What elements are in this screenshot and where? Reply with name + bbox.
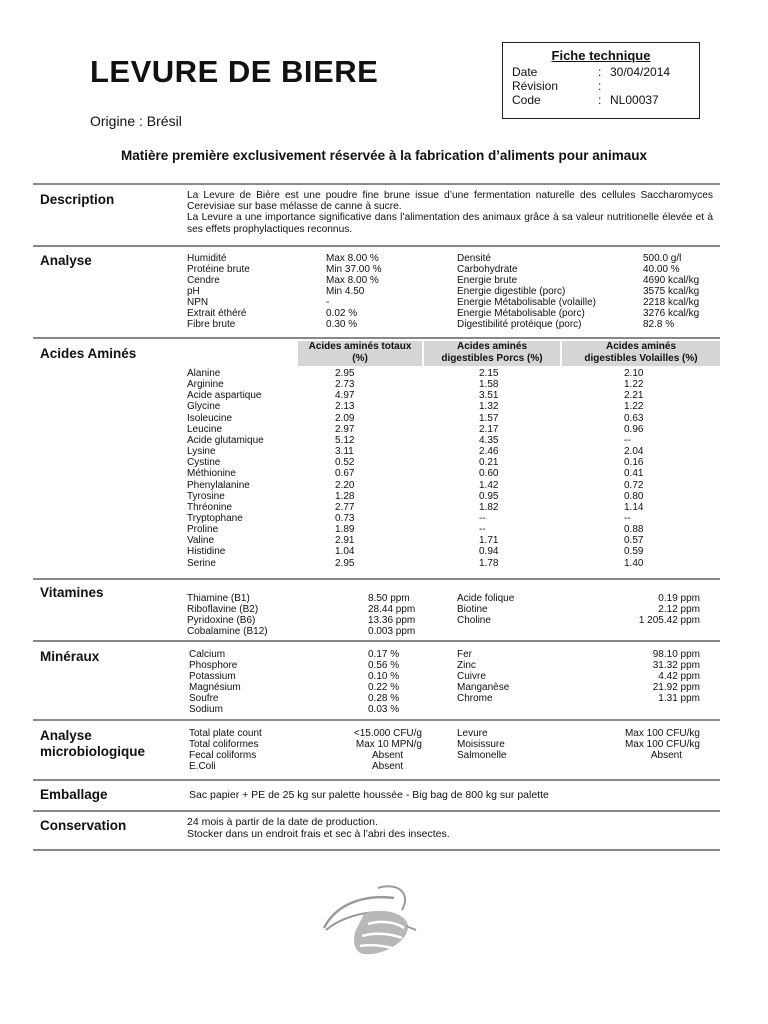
analyse-name: Energie brute — [457, 275, 518, 286]
amino-volaille: 0.57 — [624, 535, 644, 546]
amino-name: Glycine — [187, 401, 221, 412]
amino-porc: 1.82 — [479, 502, 499, 513]
analyse-name: Energie Métabolisable (volaille) — [457, 297, 596, 308]
analyse-value: - — [326, 297, 330, 308]
mineral-name: Chrome — [457, 693, 493, 704]
micro-value: Max 100 CFU/kg — [624, 739, 700, 750]
mineral-name: Cuivre — [457, 671, 486, 682]
analyse-name: Densité — [457, 253, 491, 264]
conservation-line: Stocker dans un endroit frais et sec à l’abri des insectes. — [187, 828, 450, 840]
mineral-value: 31.32 ppm — [652, 660, 700, 671]
amino-total: 2.97 — [335, 424, 355, 435]
micro-value: Max 10 MPN/g — [355, 739, 422, 750]
amino-total: 2.20 — [335, 480, 355, 491]
fiche-colon: : — [598, 79, 602, 93]
divider — [33, 337, 720, 339]
amino-volaille: 0.80 — [624, 491, 644, 502]
vitamine-name: Choline — [457, 615, 491, 626]
analyse-name: Carbohydrate — [457, 264, 518, 275]
amino-header-volaille: Acides aminés digestibles Volailles (%) — [562, 341, 720, 366]
amino-total: 2.95 — [335, 558, 355, 569]
section-heading-analyse: Analyse — [40, 253, 92, 268]
amino-name: Proline — [187, 524, 219, 535]
analyse-value: Max 8.00 % — [326, 253, 379, 264]
fiche-label: Date — [512, 65, 538, 79]
micro-value: <15.000 CFU/g — [353, 728, 422, 739]
mineral-value: 98.10 ppm — [652, 649, 700, 660]
amino-volaille: 1.40 — [624, 558, 644, 569]
mineral-value: 0.10 % — [368, 671, 400, 682]
amino-volaille: 0.16 — [624, 457, 644, 468]
section-heading-analyse-micro: Analyse — [40, 728, 92, 743]
vitamine-name: Acide folique — [457, 593, 515, 604]
vitamine-value: 0.19 ppm — [658, 593, 700, 604]
amino-total: 4.97 — [335, 390, 355, 401]
mineral-name: Calcium — [189, 649, 226, 660]
amino-name: Lysine — [187, 446, 216, 457]
mineral-name: Soufre — [189, 693, 219, 704]
vitamine-value: 0.003 ppm — [368, 626, 416, 637]
vitamine-name: Riboflavine (B2) — [187, 604, 259, 615]
amino-header-porc: Acides aminés digestibles Porcs (%) — [424, 341, 560, 366]
micro-name: Moisissure — [457, 739, 505, 750]
amino-total: 2.73 — [335, 379, 355, 390]
micro-name: Fecal coliforms — [189, 750, 257, 761]
document-title: LEVURE DE BIERE — [90, 54, 379, 89]
description-text — [187, 190, 713, 235]
amino-porc: -- — [479, 524, 486, 535]
divider — [33, 719, 720, 721]
analyse-value: 40.00 % — [643, 264, 680, 275]
emballage-text: Sac papier + PE de 25 kg sur palette houssée - Big bag de 800 kg sur palette — [189, 789, 549, 801]
vitamine-value: 28.44 ppm — [368, 604, 416, 615]
amino-total: 1.04 — [335, 546, 355, 557]
origin-text: Origine : Brésil — [90, 113, 182, 129]
micro-value: Absent — [650, 750, 682, 761]
vitamine-value: 1 205.42 ppm — [638, 615, 700, 626]
amino-porc: 2.46 — [479, 446, 499, 457]
amino-name: Isoleucine — [187, 413, 233, 424]
amino-porc: 1.78 — [479, 558, 499, 569]
conservation-line: 24 mois à partir de la date de production. — [187, 816, 378, 828]
micro-name: Total plate count — [189, 728, 262, 739]
vitamine-value: 13.36 ppm — [368, 615, 416, 626]
micro-name: Salmonelle — [457, 750, 507, 761]
micro-value: Absent — [372, 761, 404, 772]
amino-name: Arginine — [187, 379, 224, 390]
amino-name: Acide aspartique — [187, 390, 262, 401]
mineral-value: 1.31 ppm — [658, 693, 700, 704]
divider — [33, 779, 720, 781]
amino-total: 2.13 — [335, 401, 355, 412]
amino-name: Histidine — [187, 546, 226, 557]
mineral-value: 0.28 % — [368, 693, 400, 704]
fiche-technique-box — [502, 42, 700, 119]
amino-porc: 1.58 — [479, 379, 499, 390]
amino-total: 0.67 — [335, 468, 355, 479]
analyse-name: Digestibilité protéique (porc) — [457, 319, 582, 330]
reserved-notice: Matière première exclusivement réservée à la fabrication d’aliments pour animaux — [121, 148, 647, 163]
fiche-row-revision — [512, 79, 692, 93]
mineral-value: 0.22 % — [368, 682, 400, 693]
amino-porc: 0.60 — [479, 468, 499, 479]
analyse-name: Energie digestible (porc) — [457, 286, 566, 297]
amino-name: Valine — [187, 535, 215, 546]
amino-volaille: 0.59 — [624, 546, 644, 557]
amino-name: Tryptophane — [187, 513, 243, 524]
analyse-value: Max 8.00 % — [326, 275, 379, 286]
analyse-name: NPN — [187, 297, 209, 308]
mineral-name: Sodium — [189, 704, 223, 715]
amino-name: Alanine — [187, 368, 221, 379]
divider — [33, 849, 720, 851]
mineral-name: Manganèse — [457, 682, 510, 693]
amino-name: Tyrosine — [187, 491, 225, 502]
description-paragraph: La Levure a une importance significative dans l’alimentation des animaux grâce à sa valeur nutritionelle élevée et à ses effets prophylactiques reconnus. — [187, 212, 713, 235]
fiche-value: NL00037 — [610, 93, 659, 107]
section-heading-mineraux: Minéraux — [40, 649, 100, 664]
mineral-name: Fer — [457, 649, 472, 660]
amino-total: 2.09 — [335, 413, 355, 424]
amino-volaille: -- — [624, 435, 631, 446]
vitamine-name: Thiamine (B1) — [187, 593, 250, 604]
amino-name: Méthionine — [187, 468, 236, 479]
analyse-name: Extrait éthéré — [187, 308, 247, 319]
amino-total: 2.91 — [335, 535, 355, 546]
mineral-name: Phosphore — [189, 660, 238, 671]
analyse-name: Energie Métabolisable (porc) — [457, 308, 585, 319]
section-heading-conservation: Conservation — [40, 818, 127, 833]
analyse-value: 500.0 g/l — [643, 253, 682, 264]
amino-volaille: 0.72 — [624, 480, 644, 491]
divider — [33, 578, 720, 580]
amino-total: 0.52 — [335, 457, 355, 468]
amino-porc: 0.94 — [479, 546, 499, 557]
micro-name: Levure — [457, 728, 488, 739]
amino-total: 3.11 — [335, 446, 354, 457]
amino-porc: 1.57 — [479, 413, 499, 424]
amino-volaille: 0.88 — [624, 524, 644, 535]
fiche-label: Révision — [512, 79, 559, 93]
micro-value: Absent — [372, 750, 404, 761]
analyse-value: 0.30 % — [326, 319, 358, 330]
amino-porc: -- — [479, 513, 486, 524]
amino-name: Cystine — [187, 457, 221, 468]
analyse-name: Fibre brute — [187, 319, 236, 330]
section-heading-emballage: Emballage — [40, 787, 108, 802]
mineral-value: 0.17 % — [368, 649, 400, 660]
section-heading-microbiologique: microbiologique — [40, 744, 146, 759]
analyse-value: Min 4.50 — [326, 286, 365, 297]
section-heading-acides-amines: Acides Aminés — [40, 346, 137, 361]
analyse-name: pH — [187, 286, 200, 297]
amino-porc: 2.15 — [479, 368, 499, 379]
mineral-name: Potassium — [189, 671, 236, 682]
amino-volaille: 0.41 — [624, 468, 644, 479]
fiche-colon: : — [598, 65, 602, 79]
fiche-colon: : — [598, 93, 602, 107]
amino-volaille: 0.96 — [624, 424, 644, 435]
amino-volaille: 1.22 — [624, 401, 644, 412]
amino-total: 2.77 — [335, 502, 355, 513]
analyse-value: 3575 kcal/kg — [643, 286, 700, 297]
amino-total: 2.95 — [335, 368, 355, 379]
divider — [33, 810, 720, 812]
amino-name: Phenylalanine — [187, 480, 250, 491]
amino-volaille: 2.21 — [624, 390, 644, 401]
analyse-value: 82.8 % — [643, 319, 675, 330]
vitamine-name: Cobalamine (B12) — [187, 626, 268, 637]
analyse-name: Humidité — [187, 253, 227, 264]
mineral-value: 0.56 % — [368, 660, 400, 671]
amino-total: 1.28 — [335, 491, 355, 502]
amino-volaille: 0.63 — [624, 413, 644, 424]
amino-volaille: 2.10 — [624, 368, 644, 379]
amino-porc: 1.32 — [479, 401, 499, 412]
fiche-value: 30/04/2014 — [610, 65, 671, 79]
analyse-value: 0.02 % — [326, 308, 358, 319]
micro-name: Total coliformes — [189, 739, 259, 750]
divider — [33, 183, 720, 185]
amino-total: 0.73 — [335, 513, 355, 524]
divider — [33, 640, 720, 642]
mineral-value: 21.92 ppm — [652, 682, 700, 693]
mineral-name: Zinc — [457, 660, 476, 671]
vitamine-name: Pyridoxine (B6) — [187, 615, 256, 626]
amino-porc: 0.95 — [479, 491, 499, 502]
amino-total: 5.12 — [335, 435, 355, 446]
amino-volaille: 1.14 — [624, 502, 644, 513]
description-paragraph: La Levure de Bière est une poudre fine brune issue d’une fermentation naturelle des cellules Saccharomyces Cerevisiae sur base mélasse de canne à sucre. — [187, 190, 713, 213]
fiche-row-date — [512, 65, 692, 79]
micro-value: Max 100 CFU/kg — [624, 728, 700, 739]
fiche-title: Fiche technique — [551, 48, 651, 63]
amino-header-total: Acides aminés totaux (%) — [298, 341, 422, 366]
mineral-value: 0.03 % — [368, 704, 400, 715]
amino-volaille: 2.04 — [624, 446, 644, 457]
analyse-value: 3276 kcal/kg — [643, 308, 700, 319]
vitamine-value: 8.50 ppm — [368, 593, 410, 604]
amino-name: Thréonine — [187, 502, 233, 513]
analyse-name: Protéine brute — [187, 264, 250, 275]
mineral-value: 4.42 ppm — [658, 671, 700, 682]
amino-porc: 2.17 — [479, 424, 499, 435]
amino-name: Serine — [187, 558, 216, 569]
section-heading-description: Description — [40, 192, 115, 207]
amino-total: 1.89 — [335, 524, 355, 535]
mineral-name: Magnésium — [189, 682, 241, 693]
amino-name: Acide glutamique — [187, 435, 264, 446]
section-heading-vitamines: Vitamines — [40, 585, 104, 600]
micro-name: E.Coli — [189, 761, 216, 772]
bee-logo-icon — [318, 880, 418, 965]
vitamine-value: 2.12 ppm — [658, 604, 700, 615]
amino-porc: 3.51 — [479, 390, 499, 401]
vitamine-name: Biotine — [457, 604, 488, 615]
fiche-label: Code — [512, 93, 541, 107]
analyse-value: 2218 kcal/kg — [643, 297, 700, 308]
fiche-row-code — [512, 93, 692, 107]
analyse-name: Cendre — [187, 275, 220, 286]
amino-porc: 4.35 — [479, 435, 499, 446]
amino-porc: 0.21 — [479, 457, 499, 468]
amino-porc: 1.71 — [479, 535, 499, 546]
analyse-value: Min 37.00 % — [326, 264, 382, 275]
amino-volaille: -- — [624, 513, 631, 524]
divider — [33, 245, 720, 247]
analyse-value: 4690 kcal/kg — [643, 275, 700, 286]
amino-porc: 1.42 — [479, 480, 499, 491]
amino-name: Leucine — [187, 424, 223, 435]
amino-volaille: 1.22 — [624, 379, 644, 390]
